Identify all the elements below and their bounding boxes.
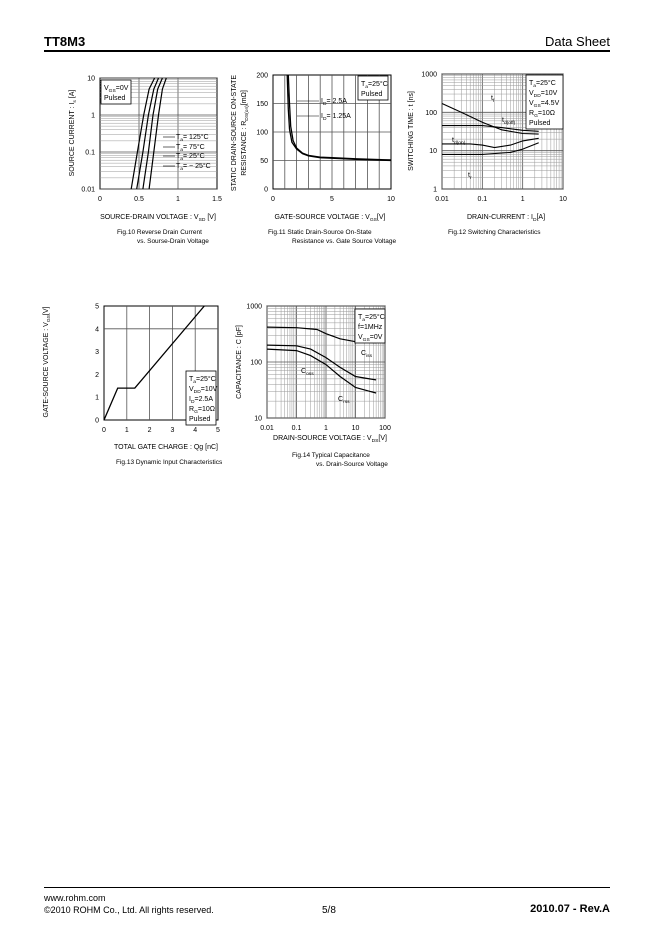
fig12-ylabel: SWITCHING TIME : t [ns] <box>408 91 415 171</box>
fig10-caption-line2: vs. Sourse-Drain Voltage <box>137 238 209 245</box>
fig10-series-line-3 <box>149 78 166 189</box>
fig12-curve-label-tf-sub: f <box>492 99 495 104</box>
fig11-legend-label <box>321 113 351 122</box>
fig12-caption: Fig.12 Switching Characteristics <box>448 229 541 236</box>
fig13-xtick-label: 0 <box>102 427 106 434</box>
fig11-ytick-label: 200 <box>256 72 268 80</box>
fig14-caption-line2: vs. Drain-Source Voltage <box>316 461 388 468</box>
fig10-xtick-label: 1.5 <box>212 196 222 203</box>
fig12-condition-text-main: T <box>529 80 534 87</box>
fig14-xtick-label: 0.01 <box>260 425 274 432</box>
fig12-ytick-label: 1 <box>433 186 437 194</box>
fig14-xlabel-sub: DS <box>371 439 379 444</box>
fig10-ylabel-tail: [A] <box>69 89 76 101</box>
fig12-condition-text-sub: DD <box>533 94 541 99</box>
fig13-condition-text-tail: =10Ω <box>197 406 215 413</box>
fig13-ytick-label: 5 <box>95 303 99 311</box>
fig11-legend-label-tail: = 1.25A <box>326 113 351 120</box>
fig10-condition-text-sub: GS <box>108 89 116 94</box>
footer-copyright: ©2010 ROHM Co., Ltd. All rights reserved. <box>44 905 214 915</box>
fig13-condition-text-sub: D <box>190 400 195 405</box>
fig10-legend-label-tail: = − 25°C <box>183 163 211 170</box>
fig12-condition-text-sub: a <box>533 84 537 89</box>
fig14-curve-label-ciss <box>361 350 373 359</box>
fig14-curve-label-ciss-main: C <box>361 350 367 357</box>
fig12-xtick-label: 10 <box>559 196 567 203</box>
fig13-condition-text-tail: =25°C <box>196 376 216 383</box>
fig11-ytick-label: 150 <box>256 101 268 108</box>
fig14-xtick-label: 1 <box>324 425 328 432</box>
fig11-ytick-label: 0 <box>264 186 268 194</box>
fig10-legend-label <box>176 162 211 172</box>
fig11-caption: Fig.11 Static Drain-Source On-State <box>268 229 372 236</box>
fig12-curve-label-tr-main: t <box>468 172 470 179</box>
fig10-condition-text-tail: =0V <box>115 85 129 92</box>
fig10-ytick-label: 0.1 <box>85 149 95 157</box>
fig13-xtick-label: 3 <box>170 427 175 434</box>
fig14-curve-label-coss-main: C <box>301 368 307 375</box>
fig10-xlabel-main: SOURCE-DRAIN VOLTAGE : V <box>100 214 199 221</box>
fig14-ytick-label: 1000 <box>246 303 262 311</box>
fig13-caption: Fig.13 Dynamic Input Characteristics <box>116 459 223 466</box>
fig10-legend-label-sub: a <box>180 148 184 153</box>
fig10-ytick-label: 10 <box>87 75 95 83</box>
fig14-condition-text-main: V <box>358 334 363 341</box>
fig13-condition-text-main: R <box>189 406 195 413</box>
fig10-legend-label-main: T <box>176 153 181 160</box>
fig14-ytick-label: 10 <box>254 415 262 423</box>
fig13-condition-text-tail: =10V <box>200 386 218 393</box>
fig12-xtick-label: 1 <box>520 196 525 203</box>
fig12-ytick-label: 100 <box>425 109 437 117</box>
fig10-legend-label-main: T <box>176 134 181 141</box>
fig14-condition-text: f=1MHz <box>358 324 383 331</box>
fig11-ylabel-line2-main: RESISTANCE : R <box>241 120 248 176</box>
part-number: TT8M3 <box>44 34 86 49</box>
fig10-legend-label-main: T <box>176 144 181 151</box>
fig12-xtick-label: 0.01 <box>435 196 449 203</box>
footer-url: www.rohm.com <box>44 893 106 903</box>
fig13-ylabel <box>43 306 52 417</box>
fig12-curve-label-tr-sub: r <box>469 176 472 181</box>
fig12-ytick-label: 10 <box>429 148 437 156</box>
fig10-legend-label-tail: = 25°C <box>183 153 205 160</box>
fig12-condition-text-tail: =10Ω <box>537 110 555 117</box>
fig10-legend-label-sub: a <box>180 138 184 143</box>
fig13-xtick-label: 4 <box>193 427 198 434</box>
fig12-curve-label-tdoff-main: t <box>502 117 504 124</box>
fig10-ylabel-main: SOURCE CURRENT : I <box>69 102 76 177</box>
fig12-condition-text-tail: =25°C <box>536 80 556 87</box>
fig11-legend-label-main: I <box>321 98 323 105</box>
fig13-condition-text-main: I <box>189 396 191 403</box>
fig14-curve-label-coss <box>301 368 314 377</box>
fig13-ylabel-tail: [V] <box>43 306 50 316</box>
fig14-xlabel-main: DRAIN-SOURCE VOLTAGE : V <box>273 435 372 442</box>
fig10-legend-label-tail: = 125°C <box>183 134 209 141</box>
fig14-xtick-label: 10 <box>351 425 360 432</box>
fig12-condition-text-sub: G <box>534 114 538 119</box>
doc-type: Data Sheet <box>544 34 610 49</box>
fig13-ytick-label: 1 <box>95 394 99 402</box>
fig13-condition-text-sub: a <box>193 380 197 385</box>
fig11-condition-text-main: T <box>361 81 366 88</box>
fig10-caption: Fig.10 Reverse Drain Current <box>117 229 202 236</box>
fig13-ytick-label: 0 <box>95 417 99 425</box>
fig13-ytick-label: 3 <box>95 349 99 357</box>
fig14-condition-text-tail: =25°C <box>365 314 385 321</box>
fig10-legend-label <box>176 143 205 153</box>
footer-revision: 2010.07 - Rev.A <box>530 903 610 915</box>
fig10-condition-text-main: V <box>104 85 109 92</box>
fig12-condition-text-main: V <box>529 100 534 107</box>
fig12-condition-text-main: R <box>529 110 535 117</box>
fig10-ytick-label: 1 <box>91 112 95 120</box>
fig10-legend-label-main: T <box>176 163 181 170</box>
fig11-ytick-label: 100 <box>256 129 268 137</box>
fig11-xlabel-sub: GS <box>369 218 377 223</box>
fig12-xlabel-tail: [A] <box>536 214 546 221</box>
fig11-xtick-label: 5 <box>330 196 334 203</box>
fig10-ytick-label: 0.01 <box>81 186 95 194</box>
fig11-ylabel-line2-sub: DS(on) <box>245 105 250 121</box>
fig10-ylabel-sub: s <box>73 100 78 103</box>
fig12-ytick-label: 1000 <box>421 71 437 79</box>
fig14-condition-text-sub: GS <box>362 338 370 343</box>
fig10-xtick-label: 0 <box>98 196 102 203</box>
fig14-curve-label-crss-sub: rss <box>343 400 350 405</box>
fig12-xlabel-sub: D <box>532 218 537 223</box>
fig14-xtick-label: 100 <box>379 425 391 432</box>
fig11-legend-label-sub: D <box>322 102 327 107</box>
footer-page: 5/8 <box>322 905 336 916</box>
fig11-xlabel-tail: [V] <box>376 214 386 221</box>
fig14-xtick-label: 0.1 <box>291 425 302 432</box>
fig11-xlabel <box>275 214 386 223</box>
fig11-ytick-label: 50 <box>260 158 268 165</box>
fig11-legend-label-tail: = 2.5A <box>326 98 347 105</box>
fig13-condition-text: Pulsed <box>189 416 211 423</box>
fig13-condition-text-sub: G <box>194 410 198 415</box>
fig13-xlabel: TOTAL GATE CHARGE : Qg [nC] <box>114 444 218 451</box>
fig12-xlabel-main: DRAIN-CURRENT : I <box>466 214 533 221</box>
fig12-condition-text-main: V <box>529 90 534 97</box>
fig13-xtick-label: 1 <box>124 427 129 434</box>
fig13-ylabel-sub: GS <box>47 315 52 323</box>
fig12-curve-label-tdon-sub: d(on) <box>453 141 466 146</box>
fig12-curve-label-tf-main: t <box>491 95 493 102</box>
fig14-curve-label-crss <box>338 396 350 405</box>
fig11-xtick-label: 10 <box>387 196 395 203</box>
fig10-legend-label-tail: = 75°C <box>183 144 205 151</box>
fig14-xlabel <box>273 435 387 444</box>
fig13-xtick-label: 5 <box>216 427 220 434</box>
fig11-xlabel-main: GATE-SOURCE VOLTAGE : V <box>274 214 370 221</box>
fig11-ylabel-line1: STATIC DRAIN-SOURCE ON-STATE <box>231 74 238 192</box>
fig12-condition-text: Pulsed <box>529 120 551 127</box>
fig14-condition-text-tail: =0V <box>369 334 383 341</box>
fig13-ylabel-main: GATE-SOURCE VOLTAGE : V <box>43 322 50 418</box>
fig11-ylabel-line2-tail: [mΩ] <box>241 90 248 106</box>
fig11-caption-line2: Resistance vs. Gate Source Voltage <box>292 238 397 245</box>
fig12-curve-label-tdoff-sub: d(off) <box>503 121 516 126</box>
fig14-curve-label-crss-main: C <box>338 396 344 403</box>
fig10-legend-label-sub: a <box>180 157 184 162</box>
fig14-xlabel-tail: [V] <box>378 435 387 442</box>
fig13-xtick-label: 2 <box>147 427 152 434</box>
fig10-xtick-label: 0.5 <box>134 196 144 203</box>
fig11-xtick-label: 0 <box>271 196 275 203</box>
fig11-legend-label <box>321 98 347 107</box>
fig14-ytick-label: 100 <box>250 359 262 367</box>
fig11-ylabel-line2 <box>241 90 250 176</box>
fig10-ylabel <box>69 90 78 177</box>
fig10-condition-text: Pulsed <box>104 95 126 102</box>
fig12-condition-text-tail: =10V <box>540 90 558 97</box>
fig13-condition-text-main: V <box>189 386 194 393</box>
fig11-legend-label-sub: D <box>322 117 327 122</box>
fig12-series-line-1 <box>442 126 539 132</box>
fig10-legend-label-sub: a <box>180 167 184 172</box>
fig13-ytick-label: 2 <box>95 371 99 379</box>
fig14-caption: Fig.14 Typical Capacitance <box>292 452 370 459</box>
fig10-xtick-label: 1 <box>176 196 180 203</box>
fig10-xlabel-tail: [V] <box>205 214 216 221</box>
fig10-xlabel <box>100 214 216 223</box>
fig11-condition-text-tail: =25°C <box>368 81 388 88</box>
fig14-curve-label-ciss-sub: iss <box>366 354 373 359</box>
footer-rule <box>44 887 610 888</box>
fig14-condition-text-sub: a <box>362 318 366 323</box>
fig11-legend-label-main: I <box>321 113 323 120</box>
fig13-condition-text-sub: DD <box>193 390 201 395</box>
fig11-condition-text: Pulsed <box>361 91 383 98</box>
fig10-xlabel-sub: SD <box>198 218 206 223</box>
fig12-curve-label-tdon-main: t <box>452 137 454 144</box>
fig13-condition-text-tail: =2.5A <box>194 396 213 403</box>
fig12-xlabel <box>467 214 545 223</box>
fig14-curve-label-coss-sub: oss <box>306 372 314 377</box>
fig14-ylabel: CAPACITANCE : C [pF] <box>236 325 243 399</box>
fig13-condition-text-main: T <box>189 376 194 383</box>
fig12-xtick-label: 0.1 <box>477 196 488 203</box>
fig13-ytick-label: 4 <box>95 326 99 334</box>
fig12-series-line-0 <box>442 104 539 135</box>
fig12-condition-text-sub: GS <box>533 104 541 109</box>
fig12-condition-text-tail: =4.5V <box>540 100 560 107</box>
fig14-condition-text-main: T <box>358 314 363 321</box>
fig11-condition-text-sub: a <box>365 85 369 90</box>
